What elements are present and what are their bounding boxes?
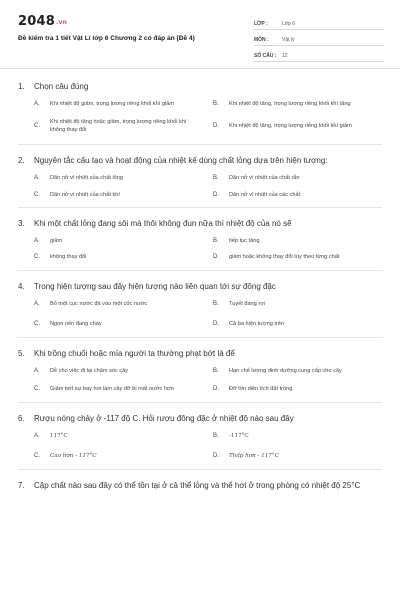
option-key: C. bbox=[34, 453, 40, 459]
option-text: Dãn nở vì nhiệt của chất lỏng bbox=[50, 175, 124, 181]
option-math-text: Thấp hơn - 117°C bbox=[229, 453, 279, 459]
question-stem: Khi một chất lỏng đang sôi mà thôi không đun nữa thì nhiệt độ của nó sẽ bbox=[34, 219, 292, 228]
question-7 bbox=[0, 470, 400, 491]
option-key: B. bbox=[213, 101, 219, 107]
meta-value: Lớp 6 bbox=[282, 21, 296, 27]
option-key: C. bbox=[34, 321, 40, 327]
options-grid bbox=[18, 100, 382, 134]
option-key: A. bbox=[34, 238, 40, 244]
question-text bbox=[18, 281, 382, 292]
option-a[interactable] bbox=[34, 367, 203, 375]
option-key: A. bbox=[34, 368, 40, 374]
option-b[interactable] bbox=[213, 174, 382, 182]
question-number: 6. bbox=[18, 414, 25, 423]
option-math-text: Cao hơn - 117°C bbox=[50, 453, 97, 459]
page-header bbox=[0, 0, 400, 68]
question-3 bbox=[0, 208, 400, 270]
option-c[interactable] bbox=[34, 452, 203, 460]
meta-key: MÔN : bbox=[254, 37, 269, 43]
option-b[interactable] bbox=[213, 432, 382, 440]
option-b[interactable] bbox=[213, 237, 382, 245]
option-d[interactable] bbox=[213, 320, 382, 328]
option-d[interactable] bbox=[213, 452, 382, 460]
meta-row-subject bbox=[254, 30, 384, 46]
question-text bbox=[18, 413, 382, 424]
option-key: A. bbox=[34, 433, 40, 439]
option-text: Khi nhiệt độ tăng, trọng lượng riêng khối khí tăng bbox=[229, 101, 351, 107]
option-d[interactable] bbox=[213, 118, 382, 134]
options-grid bbox=[18, 367, 382, 393]
question-text bbox=[18, 480, 382, 491]
meta-key: SỐ CÂU : bbox=[254, 53, 277, 59]
option-text: Đỡ tốn diện tích đất trồng bbox=[229, 386, 293, 392]
logo-text: 2048 bbox=[18, 14, 55, 29]
option-key: B. bbox=[213, 368, 219, 374]
option-key: C. bbox=[34, 254, 40, 260]
option-text: Cả ba hiện tượng trên bbox=[229, 321, 284, 327]
option-a[interactable] bbox=[34, 174, 203, 182]
option-key: C. bbox=[34, 123, 40, 129]
option-math-text: 117°C bbox=[50, 433, 68, 439]
option-key: C. bbox=[34, 386, 40, 392]
option-b[interactable] bbox=[213, 367, 382, 375]
meta-key: LỚP : bbox=[254, 21, 268, 27]
question-2 bbox=[0, 145, 400, 207]
option-text: không thay đổi bbox=[50, 254, 87, 260]
option-text: Khi nhiệt độ tăng hoặc giảm, trọng lượng riêng khối khí không thay đổi bbox=[50, 119, 187, 133]
option-c[interactable] bbox=[34, 385, 203, 393]
option-text: Dãn nở vì nhiệt của chất khí bbox=[50, 192, 120, 198]
option-math-text: -117°C bbox=[229, 433, 249, 439]
option-text: giảm hoặc không thay đổi tùy theo từng chất bbox=[229, 254, 340, 260]
question-stem: Rượu nóng chảy ở -117 độ C. Hỏi rượu đông đặc ở nhiệt độ nào sau đây bbox=[34, 414, 294, 423]
option-key: B. bbox=[213, 301, 219, 307]
question-stem: Khi trồng chuối hoặc mía người ta thường phạt bớt lá để bbox=[34, 349, 235, 358]
option-key: A. bbox=[34, 301, 40, 307]
question-stem: Cặp chất nào sau đây có thể tồn tại ở cả thể lỏng và thể hơi ở trong phòng có nhiệt độ 25°C bbox=[34, 481, 361, 490]
meta-row-count bbox=[254, 46, 384, 62]
option-key: D. bbox=[213, 453, 219, 459]
option-b[interactable] bbox=[213, 100, 382, 108]
question-stem: Chọn câu đúng bbox=[34, 82, 89, 91]
question-text bbox=[18, 218, 382, 229]
option-key: A. bbox=[34, 101, 40, 107]
option-text: Bỏ một cục nước đá vào một cốc nước bbox=[50, 301, 148, 307]
option-d[interactable] bbox=[213, 385, 382, 393]
option-c[interactable] bbox=[34, 320, 203, 328]
options-grid bbox=[18, 432, 382, 460]
option-key: B. bbox=[213, 433, 219, 439]
option-key: C. bbox=[34, 192, 40, 198]
question-number: 4. bbox=[18, 282, 25, 291]
meta-row-class bbox=[254, 14, 384, 30]
question-stem: Nguyên tắc cấu tạo và hoạt động của nhiệt kế dùng chất lỏng dựa trên hiện tượng: bbox=[34, 156, 328, 165]
option-key: D. bbox=[213, 386, 219, 392]
option-key: D. bbox=[213, 321, 219, 327]
option-a[interactable] bbox=[34, 300, 203, 308]
option-d[interactable] bbox=[213, 253, 382, 261]
question-number: 2. bbox=[18, 156, 25, 165]
question-number: 1. bbox=[18, 82, 25, 91]
question-number: 7. bbox=[18, 481, 25, 490]
option-a[interactable] bbox=[34, 237, 203, 245]
option-text: Khi nhiệt độ giảm, trọng lượng riêng khối khí giảm bbox=[50, 101, 175, 107]
option-d[interactable] bbox=[213, 191, 382, 199]
option-text: Dãn nở vì nhiệt của các chất bbox=[229, 192, 301, 198]
option-key: D. bbox=[213, 192, 219, 198]
question-text bbox=[18, 155, 382, 166]
option-key: B. bbox=[213, 175, 219, 181]
option-c[interactable] bbox=[34, 118, 203, 134]
question-number: 5. bbox=[18, 349, 25, 358]
option-text: Hạn chế lượng dinh dưỡng cung cấp cho cây bbox=[229, 368, 342, 374]
question-4 bbox=[0, 271, 400, 337]
option-key: B. bbox=[213, 238, 219, 244]
meta-value: Vật lý bbox=[282, 37, 295, 43]
option-text: Dãn nở vì nhiệt của chất rắn bbox=[229, 175, 300, 181]
option-text: Giảm bớt sự bay hơi làm cây đỡ bị mất nước hơn bbox=[50, 386, 174, 392]
option-c[interactable] bbox=[34, 253, 203, 261]
options-grid bbox=[18, 300, 382, 328]
question-text bbox=[18, 81, 382, 92]
option-text: giảm bbox=[50, 238, 63, 244]
option-text: Tuyết đang rơi bbox=[229, 301, 266, 307]
meta-value: 12 bbox=[282, 53, 288, 59]
quiz-meta-table bbox=[254, 14, 384, 62]
option-key: A. bbox=[34, 175, 40, 181]
question-1 bbox=[0, 69, 400, 144]
option-b[interactable] bbox=[213, 300, 382, 308]
option-key: D. bbox=[213, 123, 219, 129]
option-c[interactable] bbox=[34, 191, 203, 199]
question-number: 3. bbox=[18, 219, 25, 228]
option-key: D. bbox=[213, 254, 219, 260]
question-5 bbox=[0, 338, 400, 402]
options-grid bbox=[18, 237, 382, 261]
option-text: tiếp tục tăng bbox=[229, 238, 260, 244]
option-text: Dễ cho việc đi lại chăm sóc cây bbox=[50, 368, 129, 374]
logo-tld: .vn bbox=[55, 19, 68, 26]
option-text: Khi nhiệt độ tăng, trọng lượng riêng khối khí giảm bbox=[229, 123, 352, 129]
option-a[interactable] bbox=[34, 100, 203, 108]
quiz-title: Đề kiểm tra 1 tiết Vật Lí lớp 6 Chương 2 có đáp án (Đề 4) bbox=[18, 35, 195, 42]
question-stem: Trong hiện tượng sau đây hiện tượng nào liên quan tới sự đông đặc bbox=[34, 282, 276, 291]
options-grid bbox=[18, 174, 382, 199]
question-6 bbox=[0, 403, 400, 469]
option-text: Ngọn nến đang cháy bbox=[50, 321, 102, 327]
question-text bbox=[18, 348, 382, 359]
option-a[interactable] bbox=[34, 432, 203, 440]
